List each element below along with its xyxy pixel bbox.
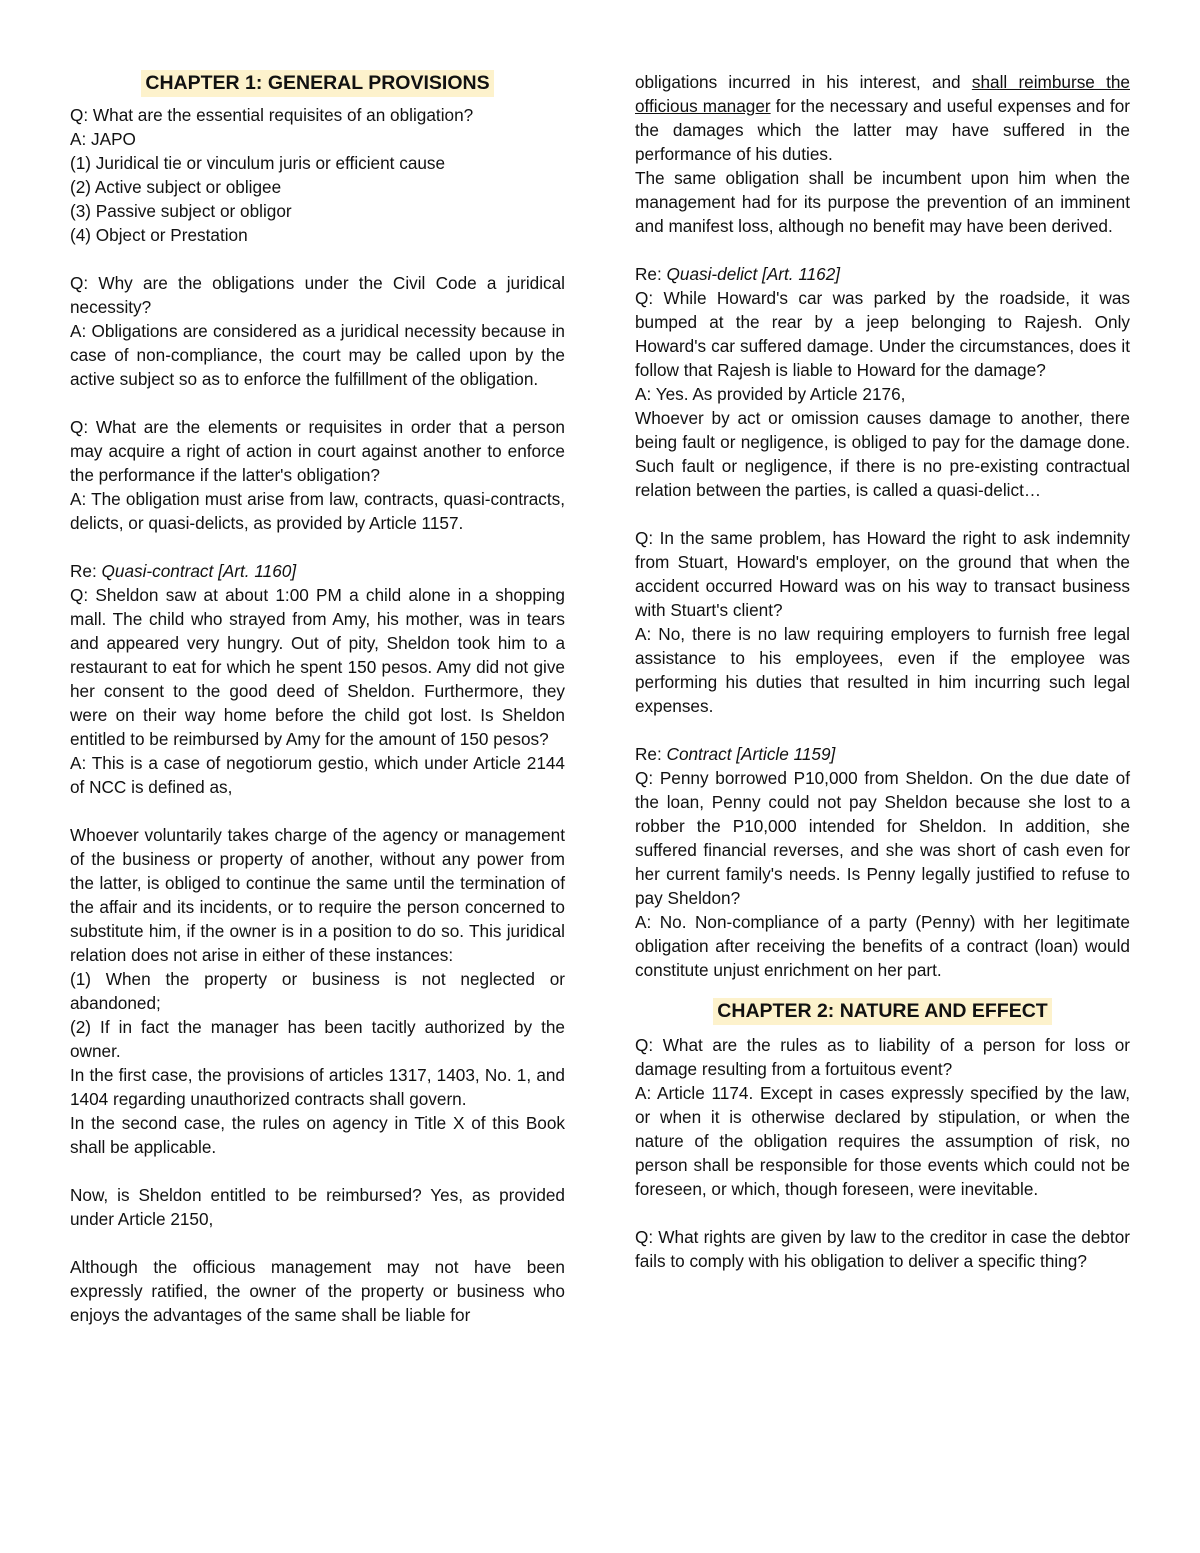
article-2150-text-a: obligations incurred in his interest, and (635, 72, 972, 92)
reference-contract-label: Contract [Article 1159] (666, 744, 836, 764)
answer-article-1174: A: Article 1174. Except in cases expressly specified by the law, or when it is otherwise declared by stipulation, or when the nature of the obligation requires the assumption of risk, no person shall be responsible for those events which could not be foreseen, or which, though foreseen, were inevitable. (635, 1083, 1130, 1199)
article-2150-text-b: for the necessary and useful expenses and for the damages which the latter may have suffered in the performance of his duties. (635, 96, 1130, 164)
answer-juridical-necessity: A: Obligations are considered as a juridical necessity because in case of non-compliance, the court may be called upon by the active subject so as to enforce the fulfillment of the obligation. (70, 321, 565, 389)
reference-prefix: Re: (635, 264, 667, 284)
requisite-item: (3) Passive subject or obligor (70, 201, 292, 221)
left-column (70, 70, 565, 1327)
article-2144-first-case: In the first case, the provisions of articles 1317, 1403, No. 1, and 1404 regarding unauthorized contracts shall govern. (70, 1065, 565, 1109)
article-2144-text: Whoever voluntarily takes charge of the agency or management of the business or property of another, without any power from the latter, is obliged to continue the same until the termination of the affair and its incidents, or to require the person concerned to substitute him, if the owner is in a position to do so. This juridical relation does not arise in either of these instances: (70, 825, 565, 965)
question-indemnity-stuart: Q: In the same problem, has Howard the right to ask indemnity from Stuart, Howard's employer, on the ground that when the accident occurred Howard was on his way to transact business with Stuart's client? (635, 528, 1130, 620)
question-penny-loan: Q: Penny borrowed P10,000 from Sheldon. On the due date of the loan, Penny could not pay Sheldon because she lost to a robber the P10,000 intended for Sheldon. In addition, she suffered financial reverses, and she was short of cash even for her current family's needs. Is Penny legally justified to refuse to pay Sheldon? (635, 768, 1130, 908)
answer-right-of-action: A: The obligation must arise from law, contracts, quasi-contracts, delicts, or quasi-delicts, as provided by Article 1157. (70, 489, 565, 533)
answer-negotiorum-gestio: A: This is a case of negotiorum gestio, which under Article 2144 of NCC is defined as, (70, 753, 565, 797)
reimbursement-question: Now, is Sheldon entitled to be reimbursed? Yes, as provided under Article 2150, (70, 1185, 565, 1229)
article-2144-item-2: (2) If in fact the manager has been tacitly authorized by the owner. (70, 1017, 565, 1061)
question-creditor-rights: Q: What rights are given by law to the creditor in case the debtor fails to comply with his obligation to deliver a specific thing? (635, 1227, 1130, 1271)
chapter-2-heading: CHAPTER 2: NATURE AND EFFECT (713, 998, 1051, 1025)
reference-quasi-delict (635, 262, 1130, 286)
article-2150-start: Although the officious management may not have been expressly ratified, the owner of the property or business who enjoys the advantages of the same shall be liable for (70, 1257, 565, 1325)
answer-japo: A: JAPO (70, 129, 136, 149)
reference-prefix: Re: (635, 744, 667, 764)
chapter-2-heading-wrap (635, 998, 1130, 1025)
right-column (635, 70, 1130, 1273)
requisite-item: (2) Active subject or obligee (70, 177, 282, 197)
answer-article-2176: A: Yes. As provided by Article 2176, (635, 384, 906, 404)
question-fortuitous-event: Q: What are the rules as to liability of a person for loss or damage resulting from a fortuitous event? (635, 1035, 1130, 1079)
reference-quasi-contract-label: Quasi-contract [Art. 1160] (101, 561, 297, 581)
question-juridical-necessity: Q: Why are the obligations under the Civil Code a juridical necessity? (70, 273, 565, 317)
article-2150-second-paragraph: The same obligation shall be incumbent upon him when the management had for its purpose the prevention of an imminent and manifest loss, although no benefit may have been derived. (635, 168, 1130, 236)
answer-indemnity-stuart: A: No, there is no law requiring employers to furnish free legal assistance to his employees, even if the employee was performing his duties that resulted in him incurring such legal expenses. (635, 624, 1130, 716)
article-2176-text: Whoever by act or omission causes damage to another, there being fault or negligence, is obliged to pay for the damage done. Such fault or negligence, if there is no pre-existing contractual relation between the parties, is called a quasi-delict… (635, 408, 1130, 500)
question-howard-car: Q: While Howard's car was parked by the roadside, it was bumped at the rear by a jeep belonging to Rajesh. Only Howard's car suffered damage. Under the circumstances, does it follow that Rajesh is liable to Howard for the damage? (635, 288, 1130, 380)
question-essential-requisites: Q: What are the essential requisites of an obligation? (70, 105, 474, 125)
reference-prefix: Re: (70, 561, 102, 581)
answer-penny-loan: A: No. Non-compliance of a party (Penny) with her legitimate obligation after receiving the benefits of a contract (loan) would constitute unjust enrichment on her part. (635, 912, 1130, 980)
reference-contract (635, 742, 1130, 766)
chapter-1-heading: CHAPTER 1: GENERAL PROVISIONS (141, 70, 493, 97)
question-sheldon-child: Q: Sheldon saw at about 1:00 PM a child alone in a shopping mall. The child who strayed from Amy, his mother, was in tears and appeared very hungry. Out of pity, Sheldon took him to a restaurant to eat for which he spent 150 pesos. Amy did not give her consent to the good deed of Sheldon. Furthermore, they were on their way home before the child got lost. Is Sheldon entitled to be reimbursed by Amy for the amount of 150 pesos? (70, 585, 565, 749)
chapter-1-heading-wrap (70, 70, 565, 97)
question-right-of-action: Q: What are the elements or requisites in order that a person may acquire a right of action in court against another to enforce the performance if the latter's obligation? (70, 417, 565, 485)
article-2144-second-case: In the second case, the rules on agency in Title X of this Book shall be applicable. (70, 1113, 565, 1157)
requisite-item: (1) Juridical tie or vinculum juris or efficient cause (70, 153, 446, 173)
article-2150-underlined: shall reimburse the officious manager (635, 72, 1130, 116)
article-2150-continued (635, 70, 1130, 166)
requisite-item: (4) Object or Prestation (70, 225, 248, 245)
reference-quasi-delict-label: Quasi-delict [Art. 1162] (666, 264, 841, 284)
article-2144-item-1: (1) When the property or business is not neglected or abandoned; (70, 969, 565, 1013)
reference-quasi-contract (70, 559, 565, 583)
